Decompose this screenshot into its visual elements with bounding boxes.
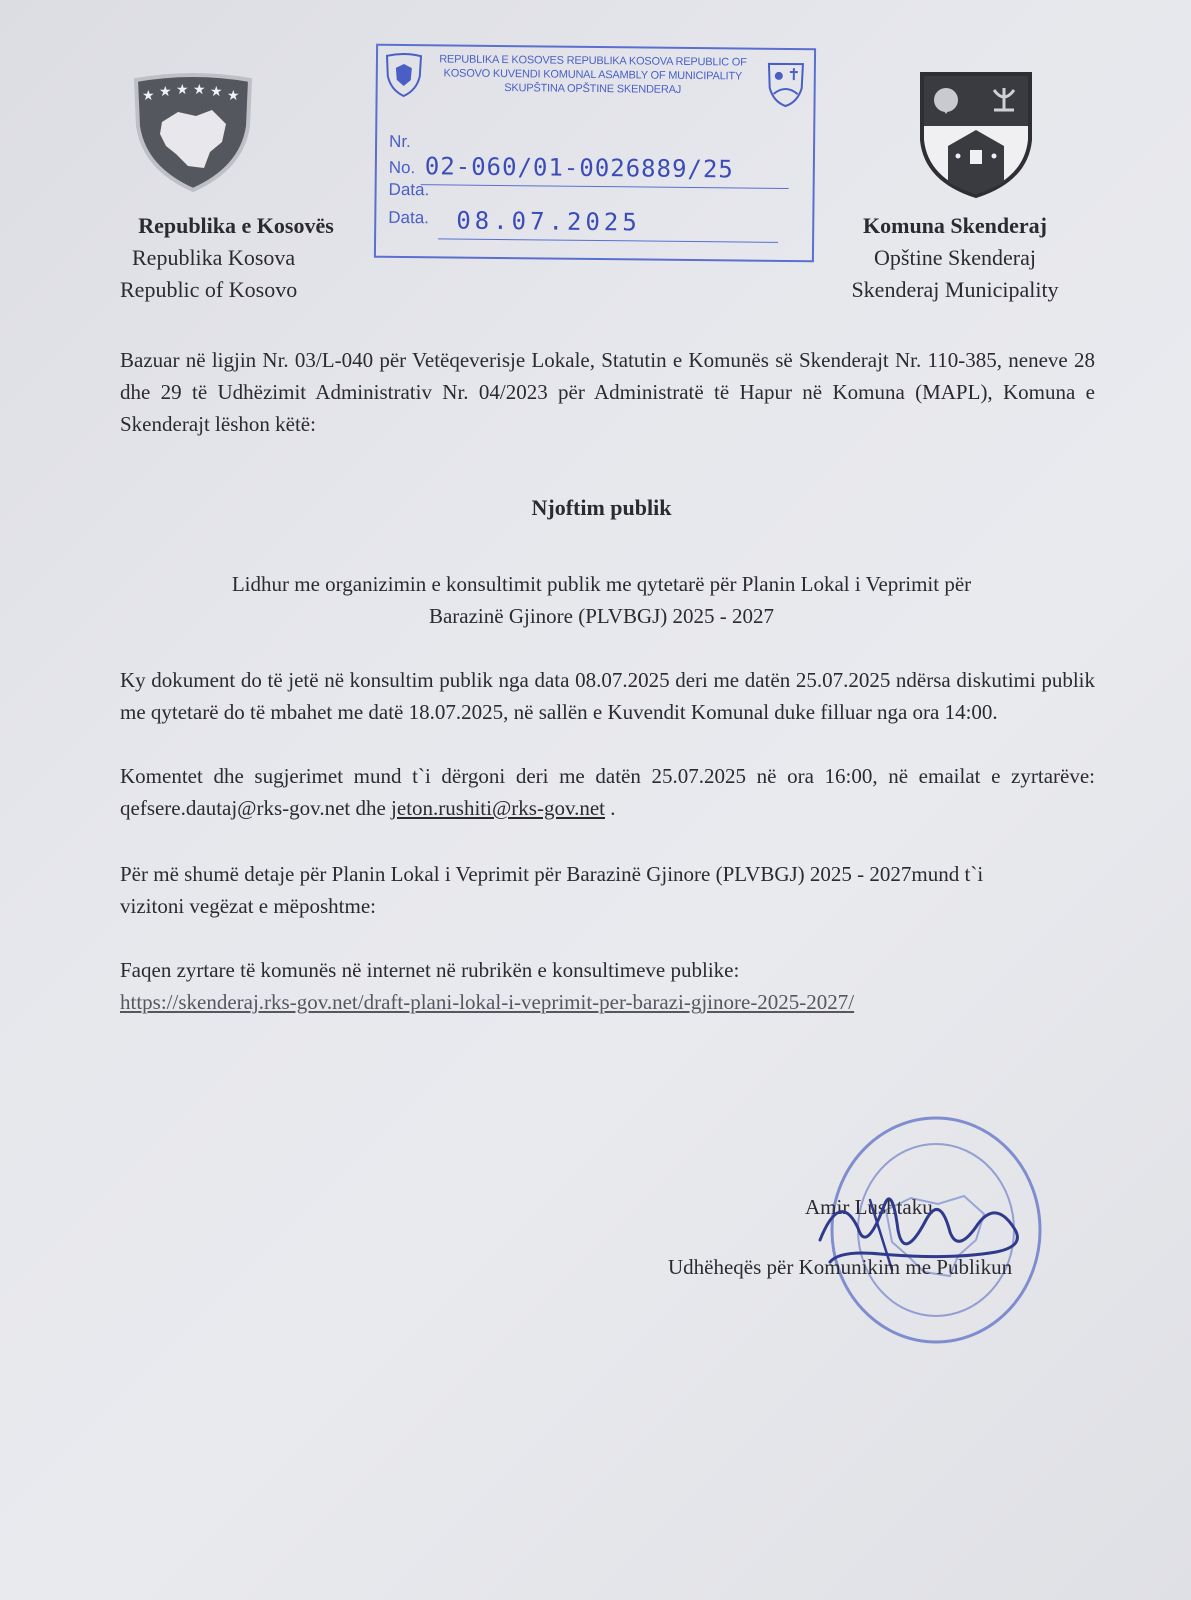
- details-paragraph: Për më shumë detaje për Planin Lokal i Veprimit për Barazinë Gjinore (PLVBGJ) 2025 - 2027mund t`i vizitoni vegëzat e mëposhtme:: [120, 862, 984, 918]
- svg-text:★: ★: [176, 82, 189, 98]
- comments-text: Komentet dhe sugjerimet mund t`i dërgoni deri me datën 25.07.2025 në ora 16:00, në emailat e zyrtarëve: qefsere.dautaj@rks-gov.net dhe: [120, 764, 1095, 820]
- protocol-number: 02-060/01-0026889/25: [424, 152, 734, 184]
- consultation-paragraph: Ky dokument do të jetë në konsultim publik nga data 08.07.2025 deri me datën 25.07.2025 ndërsa diskutimi publik me qytetarë do të mbahet me datë 18.07.2025, në sallën e Kuvendit Komunal duke filluar nga ora 14:00.: [120, 668, 1095, 724]
- comments-paragraph: [120, 760, 1095, 824]
- country-name-albanian: Republika e Kosovës: [138, 213, 334, 238]
- country-name-serbian: Republika Kosova: [132, 245, 296, 270]
- consultation-url-link[interactable]: https://skenderaj.rks-gov.net/draft-plani-lokal-i-veprimit-per-barazi-gjinore-2025-2027/: [120, 990, 855, 1014]
- date-underline: [438, 238, 778, 243]
- subject-line-2: Barazinë Gjinore (PLVBGJ) 2025 - 2027: [428, 604, 775, 628]
- svg-text:★: ★: [227, 88, 240, 104]
- intro-paragraph: Bazuar në ligjin Nr. 03/L-040 për Vetëqeverisje Lokale, Statutin e Komunës së Skenderajt Nr. 110-385, neneve 28 dhe 29 të Udhëzimit Administrativ Nr. 04/2023 për Administratë të Hapur në Komuna (MAPL), Komuna e Skenderajt lëshon këtë:: [120, 348, 1095, 436]
- kosovo-coat-of-arms-icon: [130, 72, 256, 192]
- comments-end: .: [610, 796, 616, 820]
- signatory-role: Udhëheqës për Komunikim me Publikun: [668, 1255, 1013, 1279]
- signatory-name: Amir Lushtaku: [805, 1195, 933, 1219]
- data-label-2: Data.: [388, 207, 430, 228]
- subject: [120, 568, 1083, 632]
- number-underline: [421, 184, 789, 189]
- svg-text:★: ★: [193, 82, 206, 98]
- stamp-heading: REPUBLIKA E KOSOVES REPUBLIKA KOSOVA REPUBLIC OF KOSOVO KUVENDI KOMUNAL ASAMBLY OF MUNICIPALITY SKUPŠTINA OPŠTINE SKENDERAJ: [439, 53, 747, 96]
- nr-label: Nr.: [389, 131, 411, 152]
- subject-line-1: Lidhur me organizimin e konsultimit publik me qytetarë për Planin Lokal i Veprimit për: [231, 572, 972, 596]
- registry-date: 08.07.2025: [456, 206, 641, 237]
- municipality-name-serbian: Opštine Skenderaj: [874, 245, 1036, 270]
- registry-stamp: [374, 44, 816, 263]
- skenderaj-coat-of-arms-icon: [918, 70, 1034, 198]
- website-paragraph: [120, 954, 1095, 1018]
- email-link[interactable]: jeton.rushiti@rks-gov.net: [391, 796, 605, 820]
- data-label-1: Data.: [388, 179, 430, 200]
- svg-text:★: ★: [159, 84, 172, 100]
- municipality-name-albanian: Komuna Skenderaj: [863, 213, 1047, 238]
- document-title: Njoftim publik: [531, 495, 672, 520]
- header-left: [96, 210, 376, 306]
- country-name-english: Republic of Kosovo: [120, 277, 298, 302]
- svg-text:★: ★: [210, 84, 223, 100]
- municipality-name-english: Skenderaj Municipality: [851, 277, 1059, 302]
- no-label: No.: [388, 157, 416, 178]
- stamp-emblem-icon: [384, 52, 424, 98]
- svg-text:★: ★: [142, 88, 155, 104]
- stamp-municipal-emblem-icon: [765, 60, 806, 108]
- header-right: [820, 210, 1090, 306]
- website-intro: Faqen zyrtare të komunës në internet në rubrikën e konsultimeve publike:: [120, 958, 740, 982]
